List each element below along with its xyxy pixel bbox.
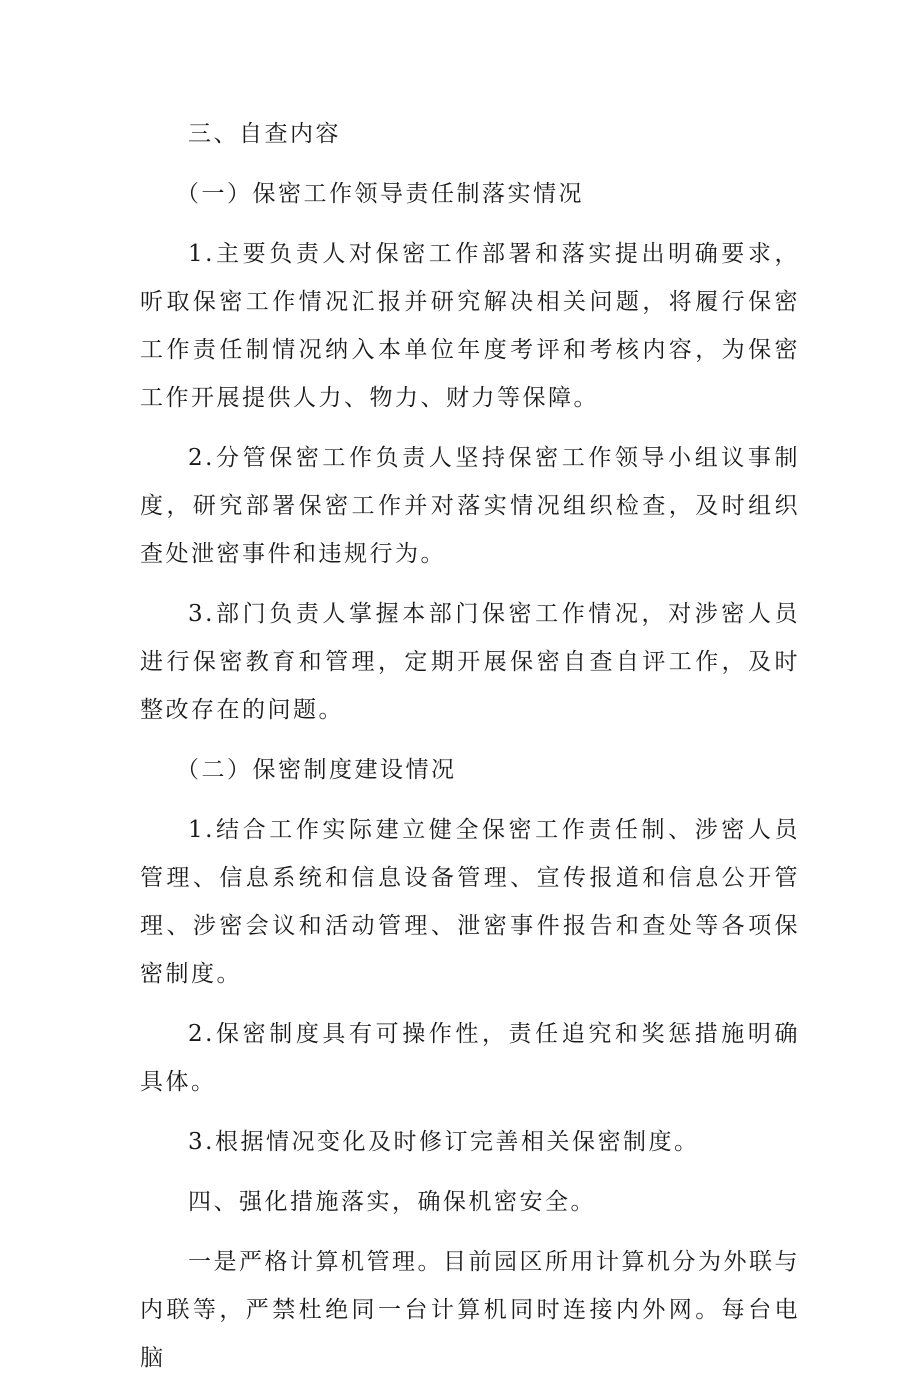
paragraph: 3.部门负责人掌握本部门保密工作情况，对涉密人员进行保密教育和管理，定期开展保密自查自评工作，及时整改存在的问题。 — [140, 601, 800, 723]
paragraph: 1.主要负责人对保密工作部署和落实提出明确要求，听取保密工作情况汇报并研究解决相关问题，将履行保密工作责任制情况纳入本单位年度考评和考核内容，为保密工作开展提供人力、物力、财力等保障。 — [140, 241, 800, 411]
document-body — [140, 110, 800, 1394]
paragraph: 一是严格计算机管理。目前园区所用计算机分为外联与内联等，严禁杜绝同一台计算机同时连接内外网。每台电脑 — [140, 1249, 800, 1371]
paragraph: 2.分管保密工作负责人坚持保密工作领导小组议事制度，研究部署保密工作并对落实情况组织检查，及时组织查处泄密事件和违规行为。 — [140, 445, 800, 567]
subsection-heading-one: （一）保密工作领导责任制落实情况 — [176, 181, 584, 207]
section-heading-four: 四、强化措施落实，确保机密安全。 — [188, 1189, 596, 1215]
subsection-heading-two: （二）保密制度建设情况 — [176, 757, 457, 783]
section-heading-three: 三、自查内容 — [188, 121, 341, 147]
paragraph: 2.保密制度具有可操作性，责任追究和奖惩措施明确具体。 — [140, 1021, 800, 1095]
paragraph: 3.根据情况变化及时修订完善相关保密制度。 — [188, 1129, 700, 1155]
paragraph: 1.结合工作实际建立健全保密工作责任制、涉密人员管理、信息系统和信息设备管理、宣传报道和信息公开管理、涉密会议和活动管理、泄密事件报告和查处等各项保密制度。 — [140, 817, 800, 987]
